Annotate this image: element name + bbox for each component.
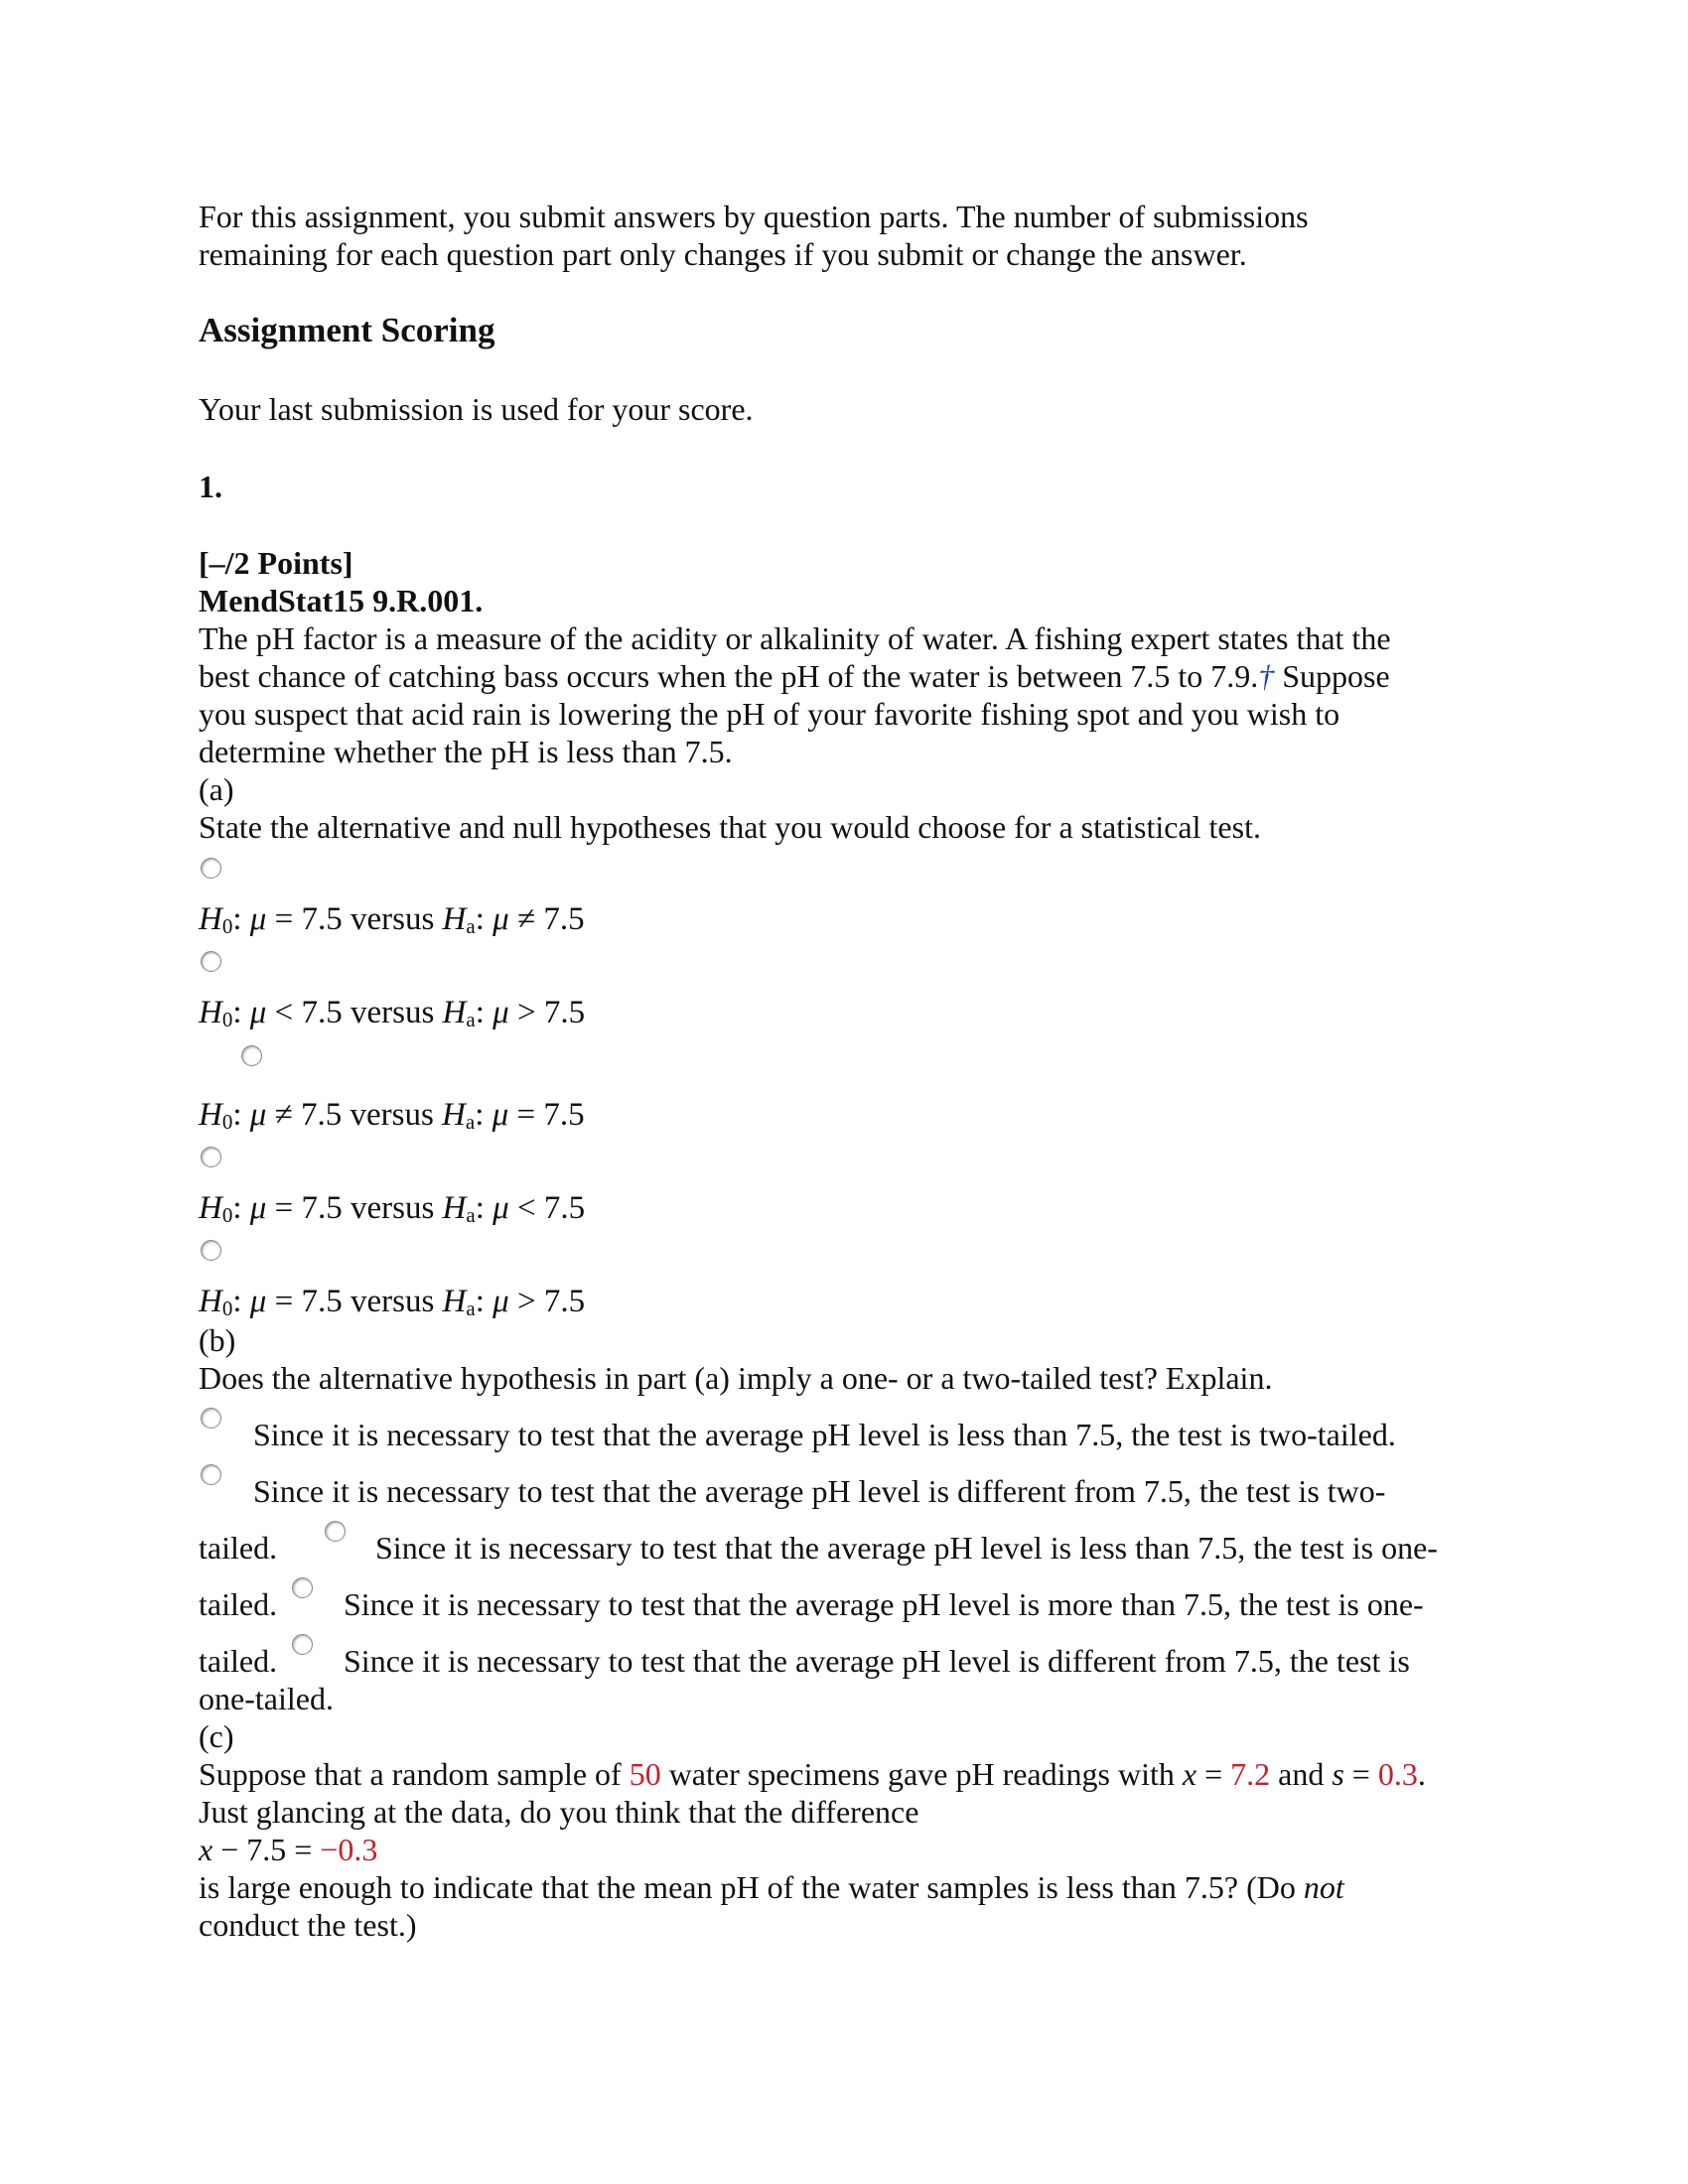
part-c-line-1: Suppose that a random sample of 50 water specimens gave pH readings with x = 7.2 and s = 0.3.: [199, 1756, 1426, 1792]
footnote-dagger-link[interactable]: †: [1258, 658, 1275, 694]
question-points: [–/2 Points]: [199, 545, 353, 581]
stem-line-4: determine whether the pH is less than 7.5.: [199, 734, 733, 769]
part-c-line-5: conduct the test.): [199, 1907, 417, 1943]
part-b-option-3-cont: tailed.: [199, 1586, 278, 1622]
part-b-option-3-radio[interactable]: [325, 1521, 346, 1542]
part-c-difference: x − 7.5 = −0.3: [199, 1832, 378, 1867]
part-b-option-5-cont: one-tailed.: [199, 1681, 334, 1716]
part-a-option-2-label: H0: μ < 7.5 versus Ha: μ > 7.5: [199, 995, 586, 1031]
stem-line-3: you suspect that acid rain is lowering the pH of your favorite fishing spot and you wish to: [199, 696, 1340, 732]
part-a-option-4-label: H0: μ = 7.5 versus Ha: μ < 7.5: [199, 1190, 586, 1227]
part-b-option-4-radio[interactable]: [292, 1577, 313, 1598]
part-b-option-4-label: Since it is necessary to test that the average pH level is more than 7.5, the test is one-: [344, 1586, 1424, 1622]
part-b-option-2-cont: tailed.: [199, 1530, 278, 1566]
part-a-label: (a): [199, 771, 234, 807]
part-b-option-2-radio[interactable]: [201, 1464, 221, 1485]
part-b-option-2-label: Since it is necessary to test that the average pH level is different from 7.5, the test is two-: [253, 1473, 1386, 1509]
stem-line-1: The pH factor is a measure of the acidity or alkalinity of water. A fishing expert states that the: [199, 620, 1391, 656]
part-b-option-4-cont: tailed.: [199, 1643, 278, 1679]
part-b-prompt: Does the alternative hypothesis in part (a) imply a one- or a two-tailed test? Explain.: [199, 1360, 1273, 1396]
part-a-option-3-radio[interactable]: [241, 1045, 262, 1066]
part-c-label: (c): [199, 1718, 234, 1754]
intro-line-1: For this assignment, you submit answers by question parts. The number of submissions: [199, 199, 1309, 234]
part-b-option-5-label: Since it is necessary to test that the average pH level is different from 7.5, the test is: [344, 1643, 1410, 1679]
sample-sd-value: 0.3: [1377, 1756, 1418, 1792]
part-a-option-1-label: H0: μ = 7.5 versus Ha: μ ≠ 7.5: [199, 901, 585, 938]
part-b-option-3-label: Since it is necessary to test that the average pH level is less than 7.5, the test is one-: [375, 1530, 1438, 1566]
part-a-option-1-radio[interactable]: [201, 858, 221, 879]
part-c-line-2: Just glancing at the data, do you think that the difference: [199, 1794, 919, 1830]
scoring-text: Your last submission is used for your score.: [199, 391, 754, 427]
part-b-label: (b): [199, 1322, 236, 1358]
part-a-option-4-radio[interactable]: [201, 1147, 221, 1167]
difference-value: −0.3: [320, 1832, 378, 1867]
part-a-option-5-label: H0: μ = 7.5 versus Ha: μ > 7.5: [199, 1284, 586, 1320]
question-id: MendStat15 9.R.001.: [199, 583, 484, 618]
part-a-prompt: State the alternative and null hypotheses that you would choose for a statistical test.: [199, 809, 1261, 845]
stem-line-2: best chance of catching bass occurs when the pH of the water is between 7.5 to 7.9.† Suppose: [199, 658, 1390, 694]
question-number: 1.: [199, 469, 222, 504]
part-a-option-3-label: H0: μ ≠ 7.5 versus Ha: μ = 7.5: [199, 1097, 585, 1134]
sample-size-value: 50: [629, 1756, 661, 1792]
part-b-option-5-radio[interactable]: [292, 1634, 313, 1655]
part-c-line-4: is large enough to indicate that the mean pH of the water samples is less than 7.5? (Do not: [199, 1869, 1344, 1905]
scoring-heading: Assignment Scoring: [199, 311, 495, 349]
intro-line-2: remaining for each question part only changes if you submit or change the answer.: [199, 236, 1247, 272]
part-a-option-5-radio[interactable]: [201, 1240, 221, 1261]
part-b-option-1-label: Since it is necessary to test that the average pH level is less than 7.5, the test is two-tailed.: [253, 1417, 1396, 1452]
sample-mean-value: 7.2: [1230, 1756, 1271, 1792]
part-a-option-2-radio[interactable]: [201, 951, 221, 972]
part-b-option-1-radio[interactable]: [201, 1408, 221, 1429]
